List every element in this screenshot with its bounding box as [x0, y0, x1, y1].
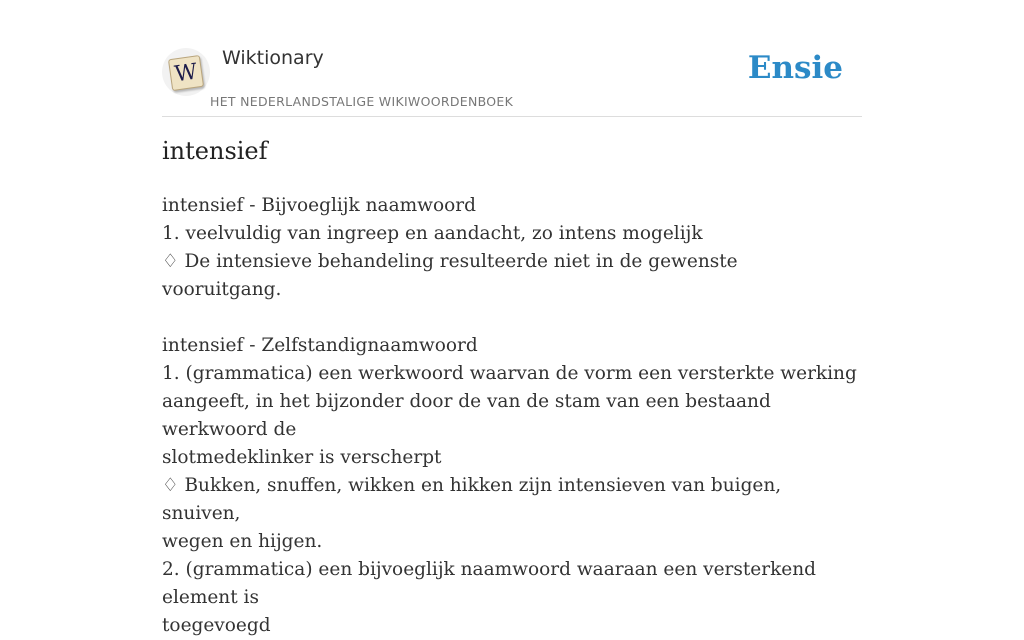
page-title: intensief: [162, 137, 268, 165]
example-line: wegen en hijgen.: [162, 531, 323, 552]
definition-line: 1. veelvuldig van ingreep en aandacht, zo intens mogelijk: [162, 223, 703, 244]
ensie-brand-link[interactable]: Ensie: [747, 50, 843, 86]
site-name[interactable]: Wiktionary: [222, 47, 324, 69]
site-tagline: HET NEDERLANDSTALIGE WIKIWOORDENBOEK: [210, 94, 514, 109]
definition-line: 1. (grammatica) een werkwoord waarvan de vorm een versterkte werking: [162, 363, 857, 384]
example-line: ♢ De intensieve behandeling resulteerde niet in de gewenste vooruitgang.: [162, 251, 738, 300]
definition-line: slotmedeklinker is verscherpt: [162, 447, 442, 468]
section-heading: intensief - Zelfstandignaamwoord: [162, 335, 478, 356]
wiktionary-logo-icon[interactable]: [162, 48, 210, 96]
logo-tile: [168, 55, 204, 91]
site-header: [162, 44, 862, 117]
example-line: ♢ Bukken, snuffen, wikken en hikken zijn intensieven van buigen, snuiven,: [162, 475, 782, 524]
definition-line: 2. (grammatica) een bijvoeglijk naamwoord waaraan een versterkend element is: [162, 559, 817, 608]
entry-content: [162, 192, 862, 640]
definition-line: toegevoegd: [162, 615, 271, 636]
definition-line: aangeeft, in het bijzonder door de van de stam van een bestaand werkwoord de: [162, 391, 771, 440]
section-heading: intensief - Bijvoeglijk naamwoord: [162, 195, 476, 216]
logo-letter: W: [173, 59, 200, 88]
section-spacer: [162, 304, 862, 332]
